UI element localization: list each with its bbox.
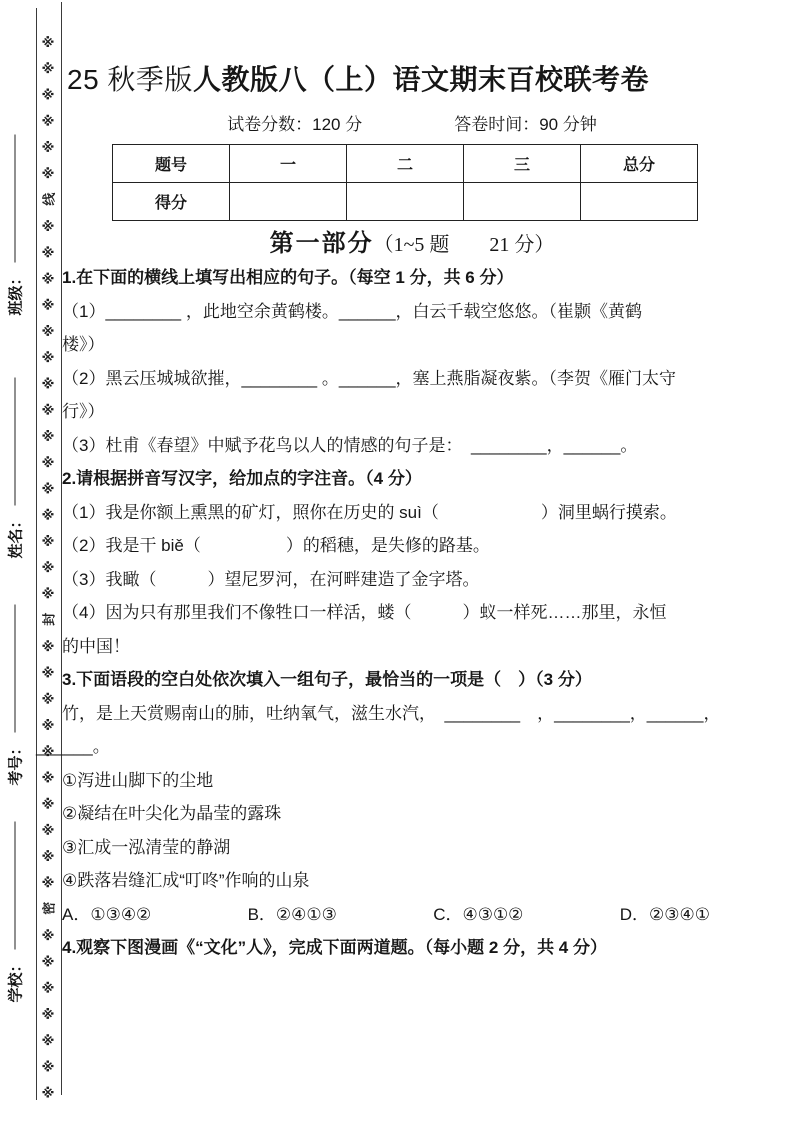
q3-paragraph-line-1: 竹，是上天赏赐南山的肺，吐纳氧气，滋生水汽， ________ ，________，______， (62, 703, 721, 723)
school-field-label: 学校： (7, 957, 25, 1003)
score-table-header-part3: 三 (464, 145, 581, 183)
exam-score-info: 试卷分数：120 分 (227, 115, 363, 134)
exam-number-field-label: 考号： (7, 740, 25, 786)
q3-item-3: ③汇成一泓清莹的静湖 (62, 837, 231, 857)
paper-title (67, 58, 762, 102)
q3-item-1: ①泻进山脚下的尘地 (62, 770, 214, 790)
score-cell-part2 (347, 183, 464, 221)
seal-line-text: ※※※※※※※密※※※※※※※※※※封※※※※※※※※※※※※※※※线※※※※※※ (41, 21, 57, 1099)
exam-time-info: 答卷时间：90 分钟 (454, 115, 597, 134)
seal-margin-outer-line (36, 8, 37, 1100)
q2-stem: 2.请根据拼音写汉字，给加点的字注音。（4 分） (62, 469, 422, 488)
exam-number-field-blank-line (15, 604, 16, 732)
q3-options (62, 898, 710, 932)
exam-info-row (62, 112, 762, 138)
class-field-label: 班级： (7, 270, 25, 316)
class-field-blank-line (15, 134, 16, 262)
score-table-header-qnum: 题号 (113, 145, 230, 183)
score-cell-total (581, 183, 698, 221)
q3-paragraph-line-2 (36, 730, 762, 764)
q3-item-2: ②凝结在叶尖化为晶莹的露珠 (62, 804, 282, 823)
q2-line-3: （3）我瞰（ ）望尼罗河，在河畔建造了金字塔。 (62, 569, 480, 589)
q2-line-4: （4）因为只有那里我们不像牲口一样活，蝼（ ）蚁一样死……那里，永恒 (62, 603, 667, 622)
score-table-header-part1: 一 (230, 145, 347, 183)
q3-option-c: C．④③①② (433, 904, 524, 924)
score-table-header-row (113, 145, 698, 183)
score-cell-part3 (464, 183, 581, 221)
score-row-label: 得分 (113, 183, 230, 221)
q1-stem: 1.在下面的横线上填写出相应的句子。（每空 1 分，共 6 分） (62, 268, 514, 287)
name-field-blank-line (15, 377, 16, 505)
q3-option-b: B．②④①③ (247, 904, 337, 924)
score-table-header-part2: 二 (347, 145, 464, 183)
q2-line-2: （2）我是干 biě（ ）的稻穗，是失修的路基。 (62, 536, 490, 555)
q2-line-5: 的中国！ (62, 636, 130, 656)
section-title: 第一部分 (269, 231, 374, 257)
q3-option-a: A．①③④② (62, 904, 152, 924)
section-meta: （1~5 题 21 分） (373, 234, 555, 256)
section-heading (62, 227, 762, 261)
q4-stem: 4.观察下图漫画《“文化”人》，完成下面两道题。（每小题 2 分，共 4 分） (62, 938, 607, 957)
name-field-label: 姓名： (7, 513, 25, 559)
q1-line-1: （1）________ ，此地空余黄鹤楼。______，白云千载空悠悠。（崔颢《黄鹤 (62, 301, 643, 321)
q1-line-5: （3）杜甫《春望》中赋予花鸟以人的情感的句子是： ________，______。 (62, 435, 638, 455)
q1-line-2: 楼》） (62, 335, 105, 354)
score-table-header-total: 总分 (581, 145, 698, 183)
score-table (112, 144, 698, 221)
q3-stem: 3.下面语段的空白处依次填入一组句子，最恰当的一项是（ ）（3 分） (62, 670, 592, 689)
q3-item-4: ④跌落岩缝汇成“叮咚”作响的山泉 (62, 871, 310, 890)
score-cell-part1 (230, 183, 347, 221)
q3-option-d: D．②③④① (619, 904, 710, 924)
q2-line-1: （1）我是你额上熏黑的矿灯，照你在历史的 suì（ ）洞里蜗行摸索。 (62, 502, 677, 522)
score-table-score-row (113, 183, 698, 221)
school-field-blank-line (15, 821, 16, 949)
q1-line-3: （2）黑云压城城欲摧，________ 。______，塞上燕脂凝夜紫。（李贺《雁门太守 (62, 368, 677, 388)
paper-title-prefix: 25 秋季版 (67, 64, 193, 95)
q3-paragraph-line-2-text: ______。 (36, 737, 110, 756)
paper-title-main: 人教版八（上）语文期末百校联考卷 (192, 64, 649, 95)
q1-line-4: 行》） (62, 402, 105, 421)
